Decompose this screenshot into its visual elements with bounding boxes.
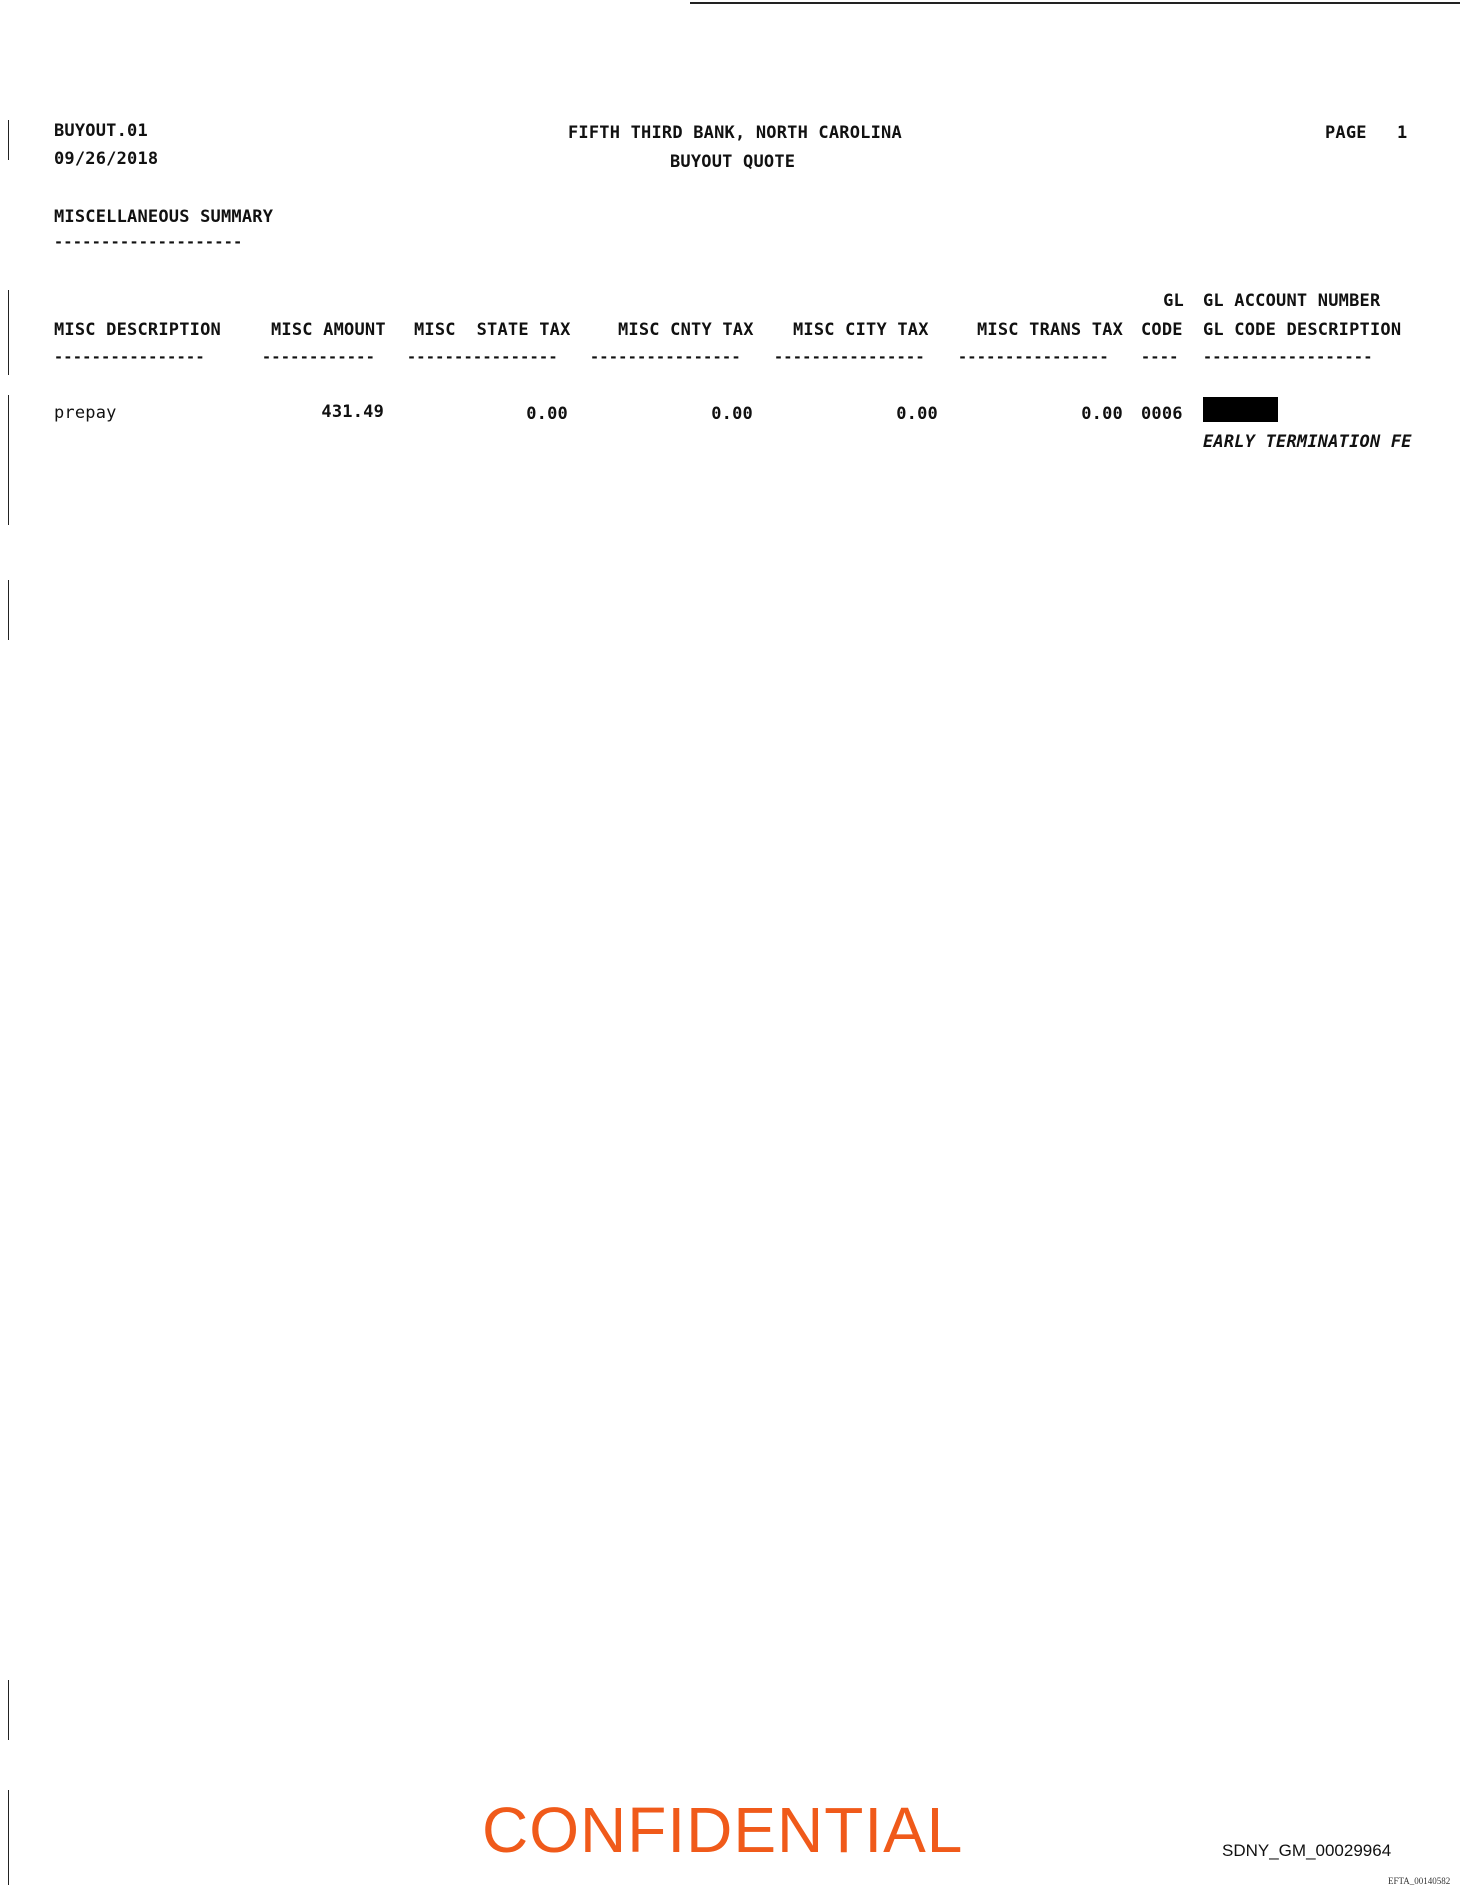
col-divider-amount: ------------ (262, 348, 376, 366)
col-gl-code-top: GL (1163, 291, 1184, 311)
col-misc-city-tax: MISC CITY TAX (793, 320, 929, 340)
col-gl-code: CODE (1141, 320, 1183, 340)
cell-trans-tax: 0.00 (1081, 404, 1123, 424)
col-misc-trans-tax: MISC TRANS TAX (977, 320, 1124, 340)
col-divider-trans-tax: ---------------- (958, 348, 1109, 366)
scan-edge-line-left-2 (8, 290, 9, 375)
cell-gl-code: 0006 (1141, 404, 1183, 424)
col-divider-gl-code: ---- (1141, 348, 1179, 366)
col-divider-state-tax: ---------------- (407, 348, 558, 366)
cell-city-tax: 0.00 (896, 404, 938, 424)
scan-edge-line-top (690, 2, 1460, 4)
col-divider-gl-account: ------------------ (1203, 348, 1373, 366)
col-divider-cnty-tax: ---------------- (590, 348, 741, 366)
scan-edge-line-left-6 (8, 1790, 9, 1885)
cell-state-tax: 0.00 (526, 404, 568, 424)
col-misc-cnty-tax: MISC CNTY TAX (618, 320, 754, 340)
scan-edge-line-left-1 (8, 120, 9, 160)
cell-description: prepay (54, 403, 117, 423)
report-date: 09/26/2018 (54, 149, 159, 169)
col-misc-amount: MISC AMOUNT (271, 320, 386, 340)
col-gl-code-description: GL CODE DESCRIPTION (1203, 320, 1402, 340)
bates-number: SDNY_GM_00029964 (1222, 1841, 1392, 1860)
redaction-box (1203, 397, 1278, 422)
efta-number: EFTA_00140582 (1388, 1876, 1451, 1886)
scan-edge-line-left-3 (8, 395, 9, 525)
cell-gl-code-description: EARLY TERMINATION FE (1203, 432, 1412, 452)
col-divider-description: ---------------- (54, 348, 205, 366)
col-misc-description: MISC DESCRIPTION (54, 320, 221, 340)
section-title: MISCELLANEOUS SUMMARY (54, 207, 274, 227)
cell-cnty-tax: 0.00 (711, 404, 753, 424)
section-underline: -------------------- (54, 233, 243, 251)
col-gl-account-number: GL ACCOUNT NUMBER (1203, 291, 1381, 311)
bank-name: FIFTH THIRD BANK, NORTH CAROLINA (568, 123, 902, 143)
page-number: 1 (1397, 123, 1408, 143)
confidential-stamp: CONFIDENTIAL (482, 1794, 964, 1866)
col-divider-city-tax: ---------------- (774, 348, 925, 366)
report-subtitle: BUYOUT QUOTE (670, 152, 796, 172)
page-label: PAGE (1325, 123, 1367, 143)
report-id: BUYOUT.01 (54, 121, 148, 141)
scan-edge-line-left-5 (8, 1680, 9, 1740)
cell-amount: 431.49 (321, 402, 384, 422)
scan-edge-line-left-4 (8, 580, 9, 640)
col-misc-state-tax: MISC STATE TAX (414, 320, 571, 340)
